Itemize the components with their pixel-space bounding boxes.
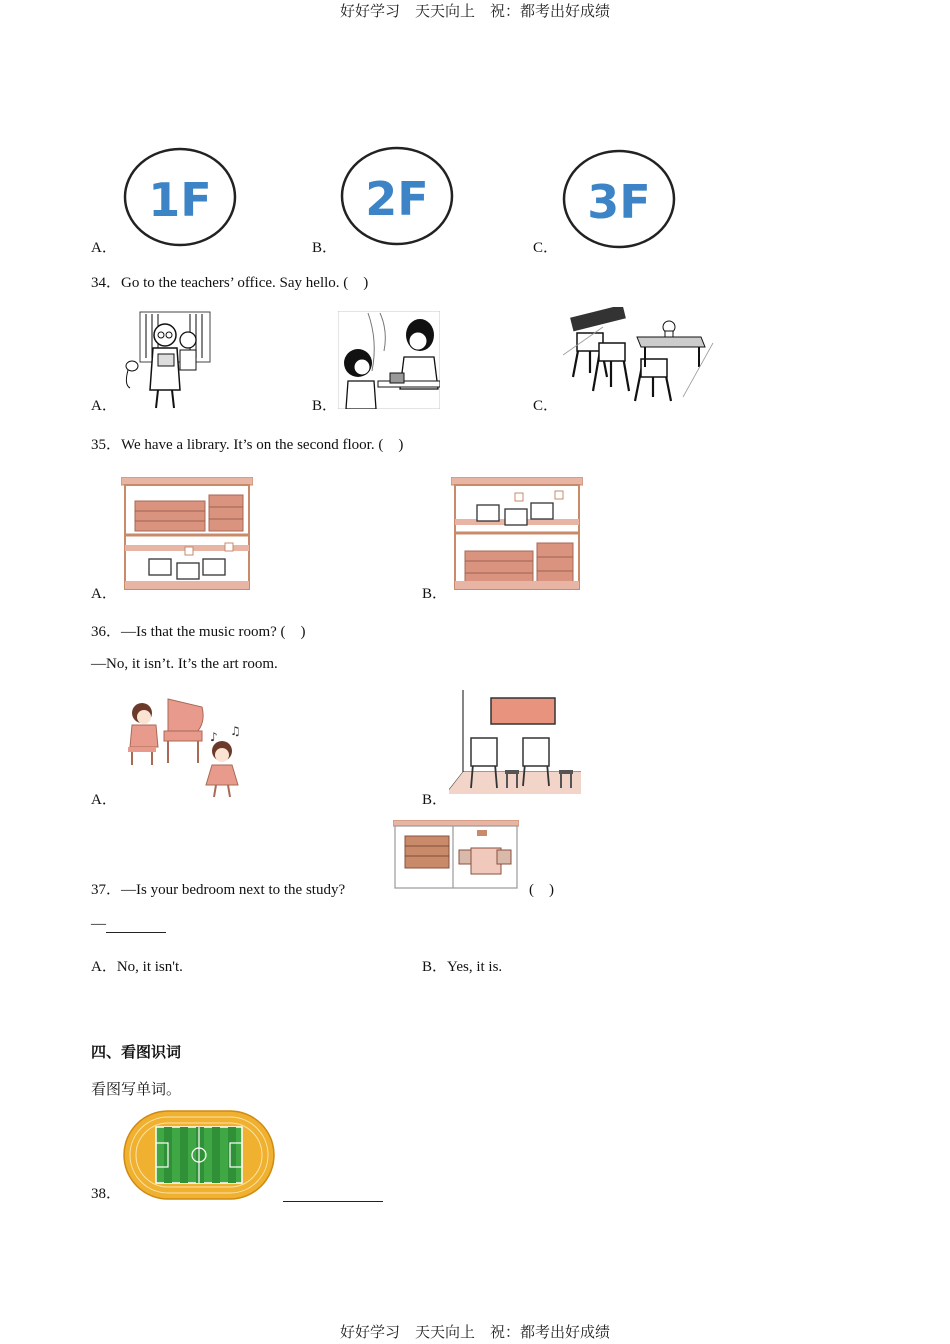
floor-1f-label: 1F — [148, 173, 212, 227]
q37-option-a — [91, 955, 183, 976]
floor-3f-image — [561, 148, 679, 250]
q35-question: 35．We have a library. It’s on the second floor. ( ) — [91, 437, 404, 453]
q38-answer-blank[interactable] — [283, 1185, 383, 1202]
building-library-downstairs-image — [451, 477, 583, 591]
q34-option-a-letter: A． — [91, 398, 117, 414]
q33-option-c-letter: C． — [533, 240, 559, 256]
section-4-instruction: 看图写单词。 — [91, 1080, 182, 1098]
floor-3f-label: 3F — [587, 175, 651, 229]
q36-answer: —No, it isn’t. It’s the art room. — [91, 656, 278, 672]
music-room-piano-image — [118, 693, 248, 801]
library-reading-image — [120, 310, 212, 410]
q34-option-c-letter: C． — [533, 398, 559, 414]
q35-option-a-letter: A． — [91, 586, 117, 602]
section-4-title: 四、看图识词 — [91, 1043, 182, 1061]
building-library-upstairs-image — [121, 477, 253, 591]
art-room-classroom-image — [449, 690, 581, 794]
teachers-office-image — [338, 311, 440, 409]
q33-option-b-letter: B． — [312, 240, 338, 256]
art-room-easels-image — [563, 307, 715, 403]
q37-answer-paren: ( ) — [529, 882, 554, 898]
playground-image — [122, 1109, 276, 1201]
floor-2f-image — [339, 145, 457, 247]
page-footer: 好好学习 天天向上 祝：都考出好成绩 — [339, 1323, 610, 1341]
q34-option-b-letter: B． — [312, 398, 338, 414]
study-bedroom-image — [393, 820, 519, 890]
q37-question: 37．—Is your bedroom next to the study? — [91, 882, 346, 898]
page-header: 好好学习 天天向上 祝：都考出好成绩 — [339, 2, 610, 20]
q37-option-b — [422, 955, 502, 976]
q34-question: 34．Go to the teachers’ office. Say hello. ( ) — [91, 275, 369, 291]
svg-text:♪: ♪ — [210, 730, 218, 744]
floor-1f-image — [122, 146, 240, 248]
q37-option-b-text: Yes, it is. — [447, 959, 503, 975]
q37-option-a-text: No, it isn't. — [116, 959, 183, 975]
floor-2f-label: 2F — [365, 172, 429, 226]
q37-reply-blank[interactable] — [106, 918, 166, 933]
q33-option-a-letter: A． — [91, 240, 117, 256]
q37-reply-dash: — — [91, 916, 106, 932]
q35-option-b-letter: B． — [422, 586, 448, 602]
q36-option-b-letter: B． — [422, 792, 448, 808]
q37-option-a-letter: A． — [91, 959, 117, 975]
q36-option-a-letter: A． — [91, 792, 117, 808]
q36-question: 36．—Is that the music room? ( ) — [91, 624, 306, 640]
q37-option-b-letter: B． — [422, 959, 448, 975]
svg-text:♫: ♫ — [230, 724, 241, 738]
q38-number: 38． — [91, 1186, 122, 1202]
q37-reply-line — [91, 916, 166, 933]
